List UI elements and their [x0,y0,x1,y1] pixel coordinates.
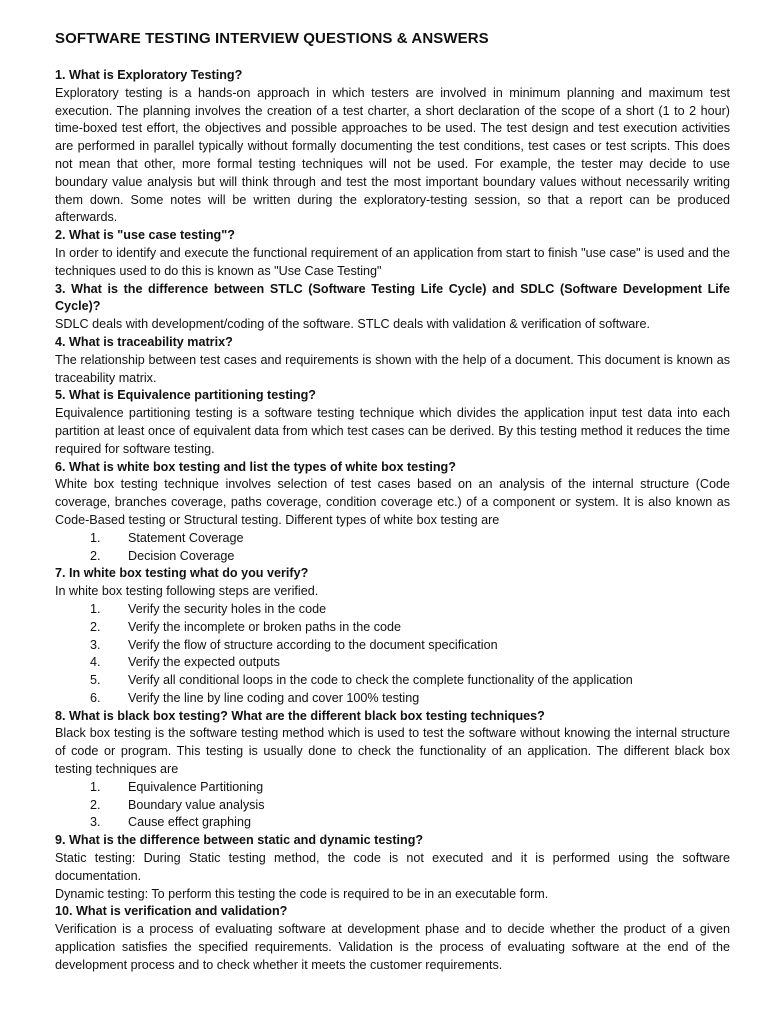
list-item-number: 2. [90,619,101,634]
list-item-number: 1. [90,530,101,545]
qa-item [55,281,730,334]
answer-paragraph: Black box testing is the software testing method which is used to test the software without knowing the internal structure of code or program. This testing is usually done to check the functionality of an application. The different black box testing techniques are [55,726,730,777]
list-item-text: Verify the flow of structure according to the document specification [128,637,498,652]
list-item [55,619,730,637]
qa-item [55,67,730,227]
numbered-list [55,779,730,832]
list-item-number: 6. [90,690,101,705]
answer-paragraph: Static testing: During Static testing method, the code is not executed and it is performed using the software documentation. [55,851,730,883]
list-item-number: 4. [90,655,101,670]
answer-paragraph: The relationship between test cases and requirements is shown with the help of a document. This document is known as traceability matrix. [55,352,730,385]
list-item [55,797,730,815]
numbered-list [55,530,730,566]
list-item-text: Verify the expected outputs [128,655,280,670]
list-item-text: Decision Coverage [128,548,235,563]
list-item [55,548,730,566]
list-item [55,672,730,690]
list-item-text: Statement Coverage [128,530,244,545]
list-item-text: Verify the incomplete or broken paths in the code [128,619,402,634]
list-item-number: 2. [90,797,101,812]
answer-paragraph: In white box testing following steps are verified. [55,584,319,599]
list-item-number: 1. [90,779,101,794]
list-item [55,779,730,797]
list-item [55,530,730,548]
qa-item [55,459,730,566]
question-heading: 7. In white box testing what do you verify? [55,566,309,581]
list-item [55,637,730,655]
question-heading: 8. What is black box testing? What are the different black box testing techniques? [55,708,545,723]
list-item-text: Verify the security holes in the code [128,601,327,616]
question-heading: 10. What is verification and validation? [55,904,288,919]
list-item [55,814,730,832]
qa-item [55,227,730,280]
list-item [55,690,730,708]
question-heading: 1. What is Exploratory Testing? [55,68,243,82]
answer-paragraph: SDLC deals with development/coding of the software. STLC deals with validation & verification of software. [55,317,651,332]
list-item-number: 2. [90,548,101,563]
list-item-number: 3. [90,815,101,830]
qa-item [55,832,730,903]
question-heading: 5. What is Equivalence partitioning testing? [55,388,317,403]
question-heading: 6. What is white box testing and list the types of white box testing? [55,459,456,474]
list-item-number: 1. [90,601,101,616]
list-item-text: Boundary value analysis [128,797,265,812]
list-item-text: Cause effect graphing [128,815,251,830]
answer-paragraph: In order to identify and execute the functional requirement of an application from start to finish "use case" is used and the techniques used to do this is known as "Use Case Testing" [55,245,730,278]
list-item-number: 3. [90,637,101,652]
qa-item [55,334,730,387]
question-heading: 3. What is the difference between STLC (Software Testing Life Cycle) and SDLC (Software Development Life Cycle)? [55,281,730,314]
document-title: SOFTWARE TESTING INTERVIEW QUESTIONS & ANSWERS [55,30,489,47]
question-heading: 4. What is traceability matrix? [55,334,233,349]
qa-item [55,387,730,458]
list-item [55,601,730,619]
question-heading: 9. What is the difference between static and dynamic testing? [55,833,424,848]
list-item [55,654,730,672]
answer-paragraph: Verification is a process of evaluating software at development phase and to decide whether the product of a given application satisfies the specified requirements. Validation is the process of evaluating software at the end of the development process and to check whether it meets the customer requirements. [55,922,730,972]
qa-list [55,67,730,975]
answer-paragraph: Exploratory testing is a hands-on approach in which testers are involved in minimum planning and maximum test execution. The planning involves the creation of a test charter, a short declaration of the scope of a short (1 to 2 hour) time-boxed test effort, the objectives and possible approaches to be used. The test design and test execution activities are performed in parallel typically without formally documenting the test conditions, test cases or test scripts. This does not mean that other, more formal testing techniques will not be used. For example, the tester may decide to use boundary value analysis but will think through and test the most important boundary values without necessarily writing them down. Some notes will be written during the exploratory-testing session, so that a report can be produced afterwards. [55,85,730,225]
qa-item [55,708,730,833]
question-heading: 2. What is "use case testing"? [55,228,235,243]
document-page [55,29,730,975]
answer-paragraph: Dynamic testing: To perform this testing the code is required to be in an executable form. [55,886,549,901]
answer-paragraph: Equivalence partitioning testing is a software testing technique which divides the application input test data into each partition at least once of equivalent data from which test cases can be derived. By this testing method it reduces the time required for software testing. [55,406,730,456]
list-item-text: Verify all conditional loops in the code to check the complete functionality of the application [128,673,633,688]
numbered-list [55,601,730,708]
answer-paragraph: White box testing technique involves selection of test cases based on an analysis of the internal structure (Code coverage, branches coverage, paths coverage, condition coverage etc.) of a component or system. It is also known as Code-Based testing or Structural testing. Different types of white box testing are [55,477,730,527]
list-item-number: 5. [90,673,101,688]
qa-item [55,903,730,974]
qa-item [55,565,730,707]
list-item-text: Verify the line by line coding and cover 100% testing [128,690,420,705]
list-item-text: Equivalence Partitioning [128,779,264,794]
